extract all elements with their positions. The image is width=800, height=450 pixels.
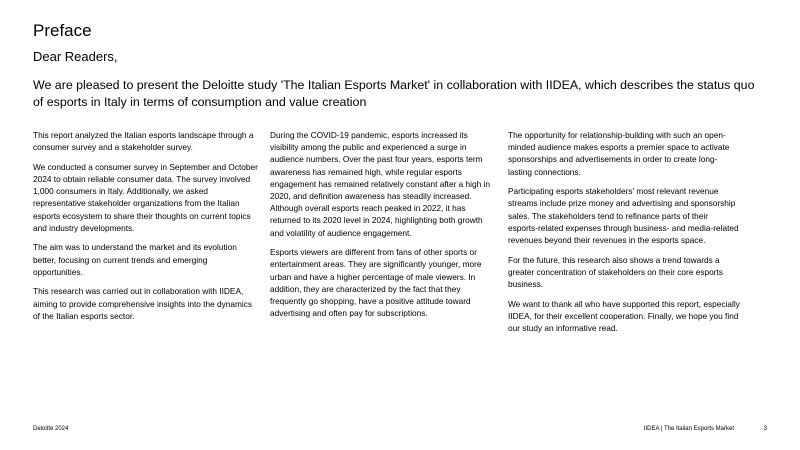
paragraph: This research was carried out in collaboration with IIDEA, aiming to provide comprehensive insights into the dynamics of the Italian esports sector.	[33, 286, 253, 321]
paragraph: For the future, this research also shows a trend towards a greater concentration of stakeholders on their core esports business.	[508, 254, 723, 290]
paragraph: The aim was to understand the market and its evolution better, focusing on current trends and emerging opportunities.	[33, 242, 237, 277]
footer-report-title: IIDEA | The Italian Esports Market	[643, 426, 734, 432]
greeting: Dear Readers,	[33, 49, 118, 64]
text-column-1	[33, 129, 258, 329]
footer-copyright: Deloitte 2024	[33, 426, 69, 432]
paragraph: Esports viewers are different from fans of other sports or entertainment areas. They are significantly younger, more urban and have a higher percentage of male viewers. In addition, they are characterized by the fact that they frequently go shopping, have a positive attitude toward advertising and often pay for subscriptions.	[270, 247, 482, 319]
paragraph: We want to thank all who have supported this report, especially IIDEA, for their excellent cooperation. Finally, we hope you find our study an informative read.	[508, 298, 740, 334]
text-column-2	[270, 129, 495, 327]
paragraph: Participating esports stakeholders' most relevant revenue streams include prize money and advertising and sponsorship sales. The stakeholders tend to refinance parts of their esports-related expenses through business- and media-related revenues beyond their revenues in the esports space.	[508, 186, 739, 246]
intro-statement: We are pleased to present the Deloitte study 'The Italian Esports Market' in collaboration with IIDEA, which describes the status quo of esports in Italy in terms of consumption and value creation	[33, 78, 755, 109]
page-title: Preface	[33, 21, 92, 40]
page-number: 3	[763, 426, 767, 432]
paragraph: During the COVID-19 pandemic, esports increased its visibility among the public and experienced a surge in audience numbers. Over the past four years, esports term awareness has remained high, while regular esports engagement has remained relatively constant after a high in 2020, and definition awareness has steadily increased. Although overall esports reach peaked in 2022, it has returned to its 2020 level in 2024, highlighting both growth and volatility of audience engagement.	[270, 130, 491, 238]
paragraph: The opportunity for relationship-building with such an open-minded audience makes esports a premier space to activate sponsorships and advertisements in order to create long-lasting connections.	[508, 130, 730, 177]
paragraph: We conducted a consumer survey in September and October 2024 to obtain reliable consumer data. The survey involved 1,000 consumers in Italy. Additionally, we asked representative stakeholder organizations from the Italian esports ecosystem to share their thoughts on current topics and industry developments.	[33, 161, 258, 233]
text-column-3	[508, 129, 740, 342]
paragraph: This report analyzed the Italian esports landscape through a consumer survey and a stakeholder survey.	[33, 130, 254, 153]
